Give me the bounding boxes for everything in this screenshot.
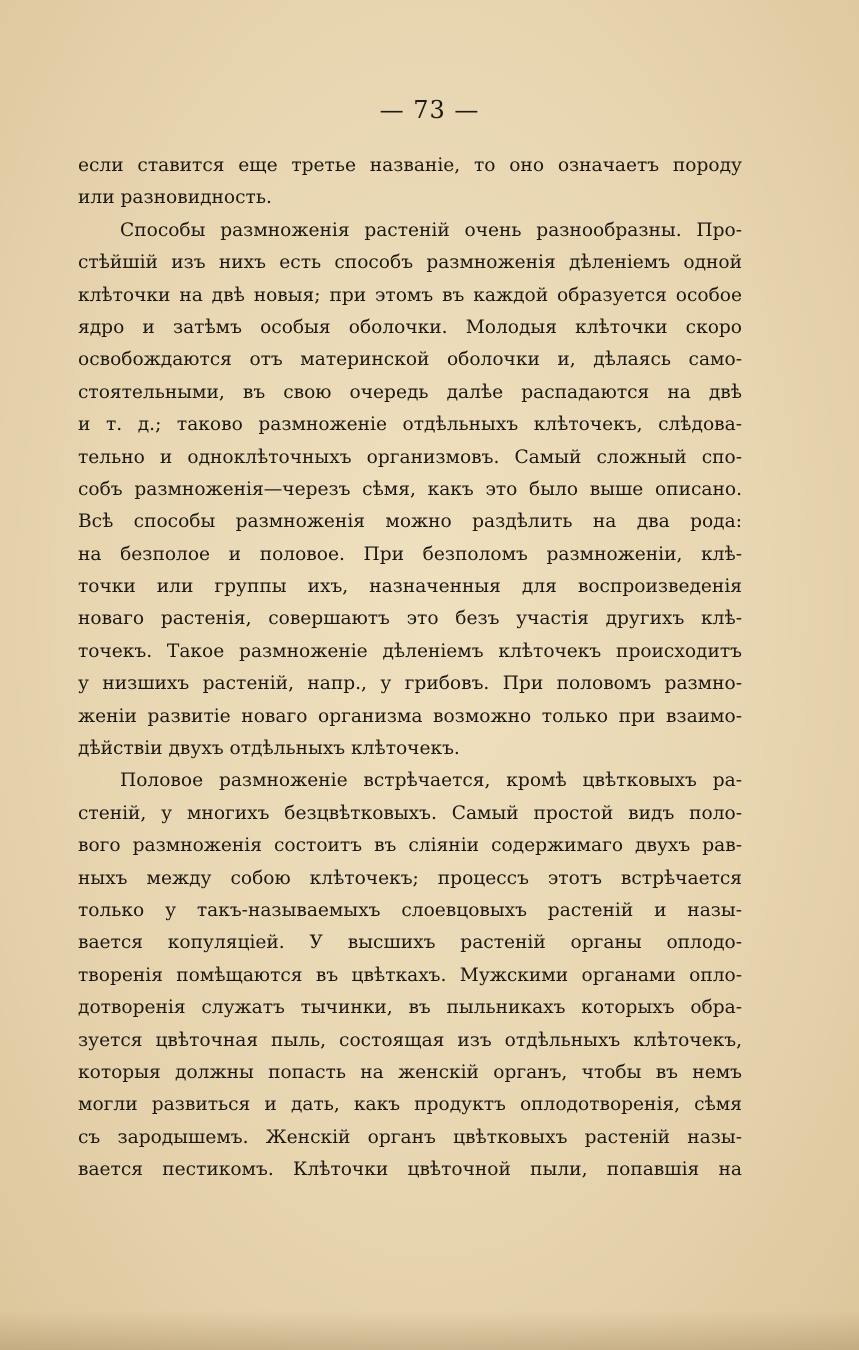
text-line: тельно и одноклѣточныхъ организмовъ. Самый сложный спо-	[78, 446, 742, 468]
text-line: стоятельными, въ свою очередь далѣе распадаются на двѣ	[78, 381, 742, 403]
text-line: съ зародышемъ. Женскій органъ цвѣтковыхъ растеній назы-	[78, 1126, 742, 1148]
text-line: на безполое и половое. При безполомъ размноженіи, клѣ-	[78, 543, 742, 565]
text-line: которыя должны попасть на женскій органъ, чтобы въ немъ	[78, 1061, 742, 1083]
text-line: вого размноженія состоитъ въ сліяніи содержимаго двухъ рав-	[78, 835, 742, 857]
text-line: точки или группы ихъ, назначенныя для воспроизведенія	[78, 576, 742, 598]
text-line: или разновидность.	[78, 187, 272, 209]
text-line: могли развиться и дать, какъ продуктъ оплодотворенія, сѣмя	[78, 1094, 742, 1116]
text-line: если ставится еще третье названіе, то оно означаетъ породу	[78, 155, 742, 176]
text-line: ныхъ между собою клѣточекъ; процессъ этотъ встрѣчается	[78, 867, 742, 889]
text-line: вается пестикомъ. Клѣточки цвѣточной пыли, попавшія на	[78, 1159, 742, 1181]
text-line: собъ размноженія—черезъ сѣмя, какъ это было выше описано.	[78, 478, 742, 500]
text-line: новаго растенія, совершаютъ это безъ участія другихъ клѣ-	[78, 608, 742, 630]
text-line: стеній, у многихъ безцвѣтковыхъ. Самый простой видъ поло-	[78, 802, 742, 824]
text-line: творенія помѣщаются въ цвѣткахъ. Мужскими органами опло-	[78, 964, 742, 986]
text-line: зуется цвѣточная пыль, состоящая изъ отдѣльныхъ клѣточекъ,	[78, 1029, 742, 1051]
text-line: Всѣ способы размноженія можно раздѣлить на два рода:	[78, 511, 742, 533]
text-line: дотворенія служатъ тычинки, въ пыльникахъ которыхъ обра-	[78, 997, 742, 1019]
text-line: и т. д.; таково размноженіе отдѣльныхъ клѣточекъ, слѣдова-	[78, 414, 742, 436]
text-line: женіи развитіе новаго организма возможно только при взаимо-	[78, 705, 742, 727]
text-line: вается копуляціей. У высшихъ растеній органы оплодо-	[78, 932, 742, 954]
text-line: Половое размноженіе встрѣчается, кромѣ цвѣтковыхъ ра-	[120, 770, 742, 792]
text-line: Способы размноженія растеній очень разнообразны. Про-	[120, 219, 742, 241]
body-text	[78, 150, 742, 1187]
text-line: ядро и затѣмъ особыя оболочки. Молодыя клѣточки скоро	[78, 316, 742, 338]
text-line: точекъ. Такое размноженіе дѣленіемъ клѣточекъ происходитъ	[78, 640, 742, 662]
text-line: дѣйствіи двухъ отдѣльныхъ клѣточекъ.	[78, 738, 460, 760]
text-line: клѣточки на двѣ новыя; при этомъ въ каждой образуется особое	[78, 284, 742, 306]
text-line: только у такъ-называемыхъ слоевцовыхъ растеній и назы-	[78, 899, 742, 921]
text-line: освобождаются отъ материнской оболочки и, дѣлаясь само-	[78, 349, 742, 371]
page-number: — 73 —	[379, 96, 480, 124]
text-line: стѣйшій изъ нихъ есть способъ размноженія дѣленіемъ одной	[78, 252, 742, 274]
text-line: у низшихъ растеній, напр., у грибовъ. При половомъ размно-	[78, 673, 742, 695]
